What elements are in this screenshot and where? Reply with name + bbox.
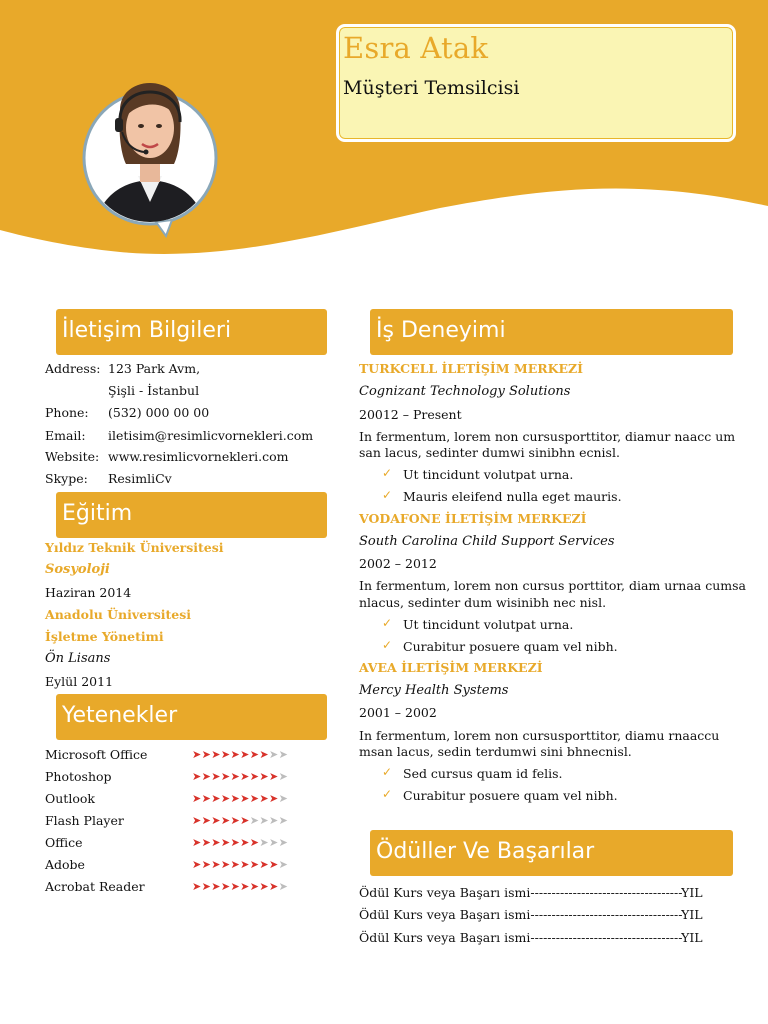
education-school: Anadolu Üniversitesi (45, 607, 191, 622)
rating-arrow-filled-icon: ➤ (192, 836, 202, 849)
award-line: Ödül Kurs veya Başarı ismi------------------------------------YIL (359, 930, 703, 945)
rating-arrow-filled-icon: ➤ (240, 814, 250, 827)
skill-rating (192, 836, 288, 849)
rating-arrow-filled-icon: ➤ (240, 748, 250, 761)
skill-name: Adobe (45, 857, 85, 872)
profile-photo (82, 52, 218, 238)
rating-arrow-empty-icon: ➤ (278, 748, 289, 761)
rating-arrow-empty-icon: ➤ (278, 814, 289, 827)
job-company: VODAFONE İLETİŞİM MERKEZİ (359, 511, 587, 526)
job-bullet: Curabitur posuere quam vel nibh. (403, 639, 618, 654)
skype-value: ResimliCv (108, 471, 172, 486)
rating-arrow-filled-icon: ➤ (259, 770, 269, 783)
job-bullet: Mauris eleifend nulla eget mauris. (403, 489, 622, 504)
rating-arrow-filled-icon: ➤ (230, 880, 241, 893)
job-description: In fermentum, lorem non cursusporttitor, diamur naacc um (359, 429, 736, 444)
section-header-experience: İş Deneyimi (370, 309, 733, 355)
rating-arrow-empty-icon: ➤ (259, 814, 269, 827)
rating-arrow-filled-icon: ➤ (201, 836, 212, 849)
rating-arrow-filled-icon: ➤ (269, 858, 279, 871)
award-line: Ödül Kurs veya Başarı ismi------------------------------------YIL (359, 885, 703, 900)
job-company: AVEA İLETİŞİM MERKEZİ (359, 660, 543, 675)
rating-arrow-filled-icon: ➤ (230, 858, 241, 871)
phone-label: Phone: (45, 405, 89, 420)
rating-arrow-empty-icon: ➤ (259, 836, 269, 849)
rating-arrow-filled-icon: ➤ (201, 748, 212, 761)
skill-name: Photoshop (45, 769, 112, 784)
rating-arrow-filled-icon: ➤ (249, 836, 260, 849)
job-bullet: Ut tincidunt volutpat urna. (403, 467, 574, 482)
rating-arrow-filled-icon: ➤ (230, 748, 241, 761)
rating-arrow-filled-icon: ➤ (220, 880, 231, 893)
rating-arrow-filled-icon: ➤ (259, 748, 269, 761)
rating-arrow-filled-icon: ➤ (211, 792, 221, 805)
job-description: msan lacus, sedin terdumwi sini bhnecnisl. (359, 744, 632, 759)
rating-arrow-filled-icon: ➤ (230, 836, 241, 849)
rating-arrow-filled-icon: ➤ (192, 748, 202, 761)
job-description: In fermentum, lorem non cursus porttitor, diam urnaa cumsa (359, 578, 746, 593)
skill-name: Microsoft Office (45, 747, 148, 762)
rating-arrow-filled-icon: ➤ (211, 880, 221, 893)
skill-rating (192, 814, 288, 827)
rating-arrow-filled-icon: ➤ (201, 858, 212, 871)
rating-arrow-empty-icon: ➤ (278, 836, 289, 849)
job-dates: 2001 – 2002 (359, 705, 437, 720)
check-icon: ✓ (382, 466, 393, 480)
check-icon: ✓ (382, 765, 393, 779)
rating-arrow-filled-icon: ➤ (269, 880, 279, 893)
job-bullet: Sed cursus quam id felis. (403, 766, 563, 781)
rating-arrow-filled-icon: ➤ (249, 770, 260, 783)
education-school: Yıldız Teknik Üniversitesi (45, 540, 224, 555)
rating-arrow-filled-icon: ➤ (192, 770, 202, 783)
check-icon: ✓ (382, 488, 393, 502)
job-bullet: Ut tincidunt volutpat urna. (403, 617, 574, 632)
rating-arrow-filled-icon: ➤ (192, 880, 202, 893)
rating-arrow-empty-icon: ➤ (269, 836, 279, 849)
website-label: Website: (45, 449, 100, 464)
rating-arrow-filled-icon: ➤ (220, 770, 231, 783)
education-date: Eylül 2011 (45, 674, 114, 689)
address-line2: Şişli - İstanbul (108, 383, 200, 398)
rating-arrow-filled-icon: ➤ (201, 814, 212, 827)
job-description: nlacus, sedinter dum wisinibh nec nisl. (359, 595, 607, 610)
rating-arrow-filled-icon: ➤ (240, 880, 250, 893)
rating-arrow-filled-icon: ➤ (269, 770, 279, 783)
rating-arrow-filled-icon: ➤ (249, 858, 260, 871)
rating-arrow-filled-icon: ➤ (220, 748, 231, 761)
section-header-skills: Yetenekler (56, 694, 327, 740)
check-icon: ✓ (382, 787, 393, 801)
rating-arrow-filled-icon: ➤ (192, 792, 202, 805)
rating-arrow-filled-icon: ➤ (211, 748, 221, 761)
skill-name: Office (45, 835, 83, 850)
rating-arrow-filled-icon: ➤ (220, 792, 231, 805)
rating-arrow-filled-icon: ➤ (211, 858, 221, 871)
rating-arrow-filled-icon: ➤ (230, 792, 241, 805)
rating-arrow-empty-icon: ➤ (278, 770, 289, 783)
rating-arrow-empty-icon: ➤ (269, 748, 279, 761)
rating-arrow-filled-icon: ➤ (249, 880, 260, 893)
education-field: İşletme Yönetimi (45, 629, 164, 644)
website-value[interactable]: www.resimlicvornekleri.com (108, 449, 289, 464)
rating-arrow-empty-icon: ➤ (269, 814, 279, 827)
rating-arrow-filled-icon: ➤ (220, 814, 231, 827)
section-header-education: Eğitim (56, 492, 327, 538)
rating-arrow-empty-icon: ➤ (278, 880, 289, 893)
check-icon: ✓ (382, 616, 393, 630)
section-header-awards: Ödüller Ve Başarılar (370, 830, 733, 876)
skill-rating (192, 792, 288, 805)
rating-arrow-filled-icon: ➤ (220, 858, 231, 871)
section-header-contact: İletişim Bilgileri (56, 309, 327, 355)
rating-arrow-filled-icon: ➤ (192, 858, 202, 871)
job-dates: 20012 – Present (359, 407, 462, 422)
rating-arrow-filled-icon: ➤ (211, 814, 221, 827)
rating-arrow-filled-icon: ➤ (259, 880, 269, 893)
rating-arrow-filled-icon: ➤ (201, 792, 212, 805)
job-subtitle: South Carolina Child Support Services (359, 534, 615, 549)
rating-arrow-filled-icon: ➤ (230, 814, 241, 827)
person-title: Müşteri Temsilcisi (343, 77, 520, 99)
skype-label: Skype: (45, 471, 88, 486)
job-dates: 2002 – 2012 (359, 556, 437, 571)
rating-arrow-filled-icon: ➤ (211, 836, 221, 849)
rating-arrow-filled-icon: ➤ (201, 770, 212, 783)
rating-arrow-empty-icon: ➤ (278, 792, 289, 805)
rating-arrow-filled-icon: ➤ (192, 814, 202, 827)
rating-arrow-filled-icon: ➤ (240, 792, 250, 805)
job-bullet: Curabitur posuere quam vel nibh. (403, 788, 618, 803)
rating-arrow-empty-icon: ➤ (278, 858, 289, 871)
rating-arrow-filled-icon: ➤ (230, 770, 241, 783)
job-description: san lacus, sedinter dumwi sinibhn ecnisl. (359, 445, 620, 460)
job-subtitle: Mercy Health Systems (359, 683, 509, 698)
education-date: Haziran 2014 (45, 585, 132, 600)
skill-rating (192, 880, 288, 893)
rating-arrow-filled-icon: ➤ (249, 792, 260, 805)
skill-rating (192, 748, 288, 761)
check-icon: ✓ (382, 638, 393, 652)
phone-value: (532) 000 00 00 (108, 405, 210, 420)
person-name: Esra Atak (343, 31, 489, 65)
rating-arrow-filled-icon: ➤ (259, 858, 269, 871)
job-company: TURKCELL İLETİŞİM MERKEZİ (359, 361, 584, 376)
skill-name: Outlook (45, 791, 95, 806)
rating-arrow-filled-icon: ➤ (269, 792, 279, 805)
skill-name: Flash Player (45, 813, 124, 828)
skill-rating (192, 858, 288, 871)
rating-arrow-filled-icon: ➤ (249, 748, 260, 761)
email-label: Email: (45, 428, 86, 443)
rating-arrow-filled-icon: ➤ (240, 858, 250, 871)
rating-arrow-empty-icon: ➤ (249, 814, 260, 827)
rating-arrow-filled-icon: ➤ (240, 770, 250, 783)
email-value[interactable]: iletisim@resimlicvornekleri.com (108, 428, 314, 443)
rating-arrow-filled-icon: ➤ (259, 792, 269, 805)
award-line: Ödül Kurs veya Başarı ismi------------------------------------YIL (359, 907, 703, 922)
address-line1: 123 Park Avm, (108, 361, 201, 376)
education-degree: Ön Lisans (45, 651, 111, 666)
rating-arrow-filled-icon: ➤ (201, 880, 212, 893)
rating-arrow-filled-icon: ➤ (211, 770, 221, 783)
address-label: Address: (45, 361, 101, 376)
rating-arrow-filled-icon: ➤ (220, 836, 231, 849)
skill-rating (192, 770, 288, 783)
education-field: Sosyoloji (45, 562, 110, 577)
job-description: In fermentum, lorem non cursusporttitor, diamu rnaaccu (359, 728, 720, 743)
job-subtitle: Cognizant Technology Solutions (359, 384, 571, 399)
skill-name: Acrobat Reader (45, 879, 145, 894)
name-box (336, 24, 736, 142)
rating-arrow-filled-icon: ➤ (240, 836, 250, 849)
